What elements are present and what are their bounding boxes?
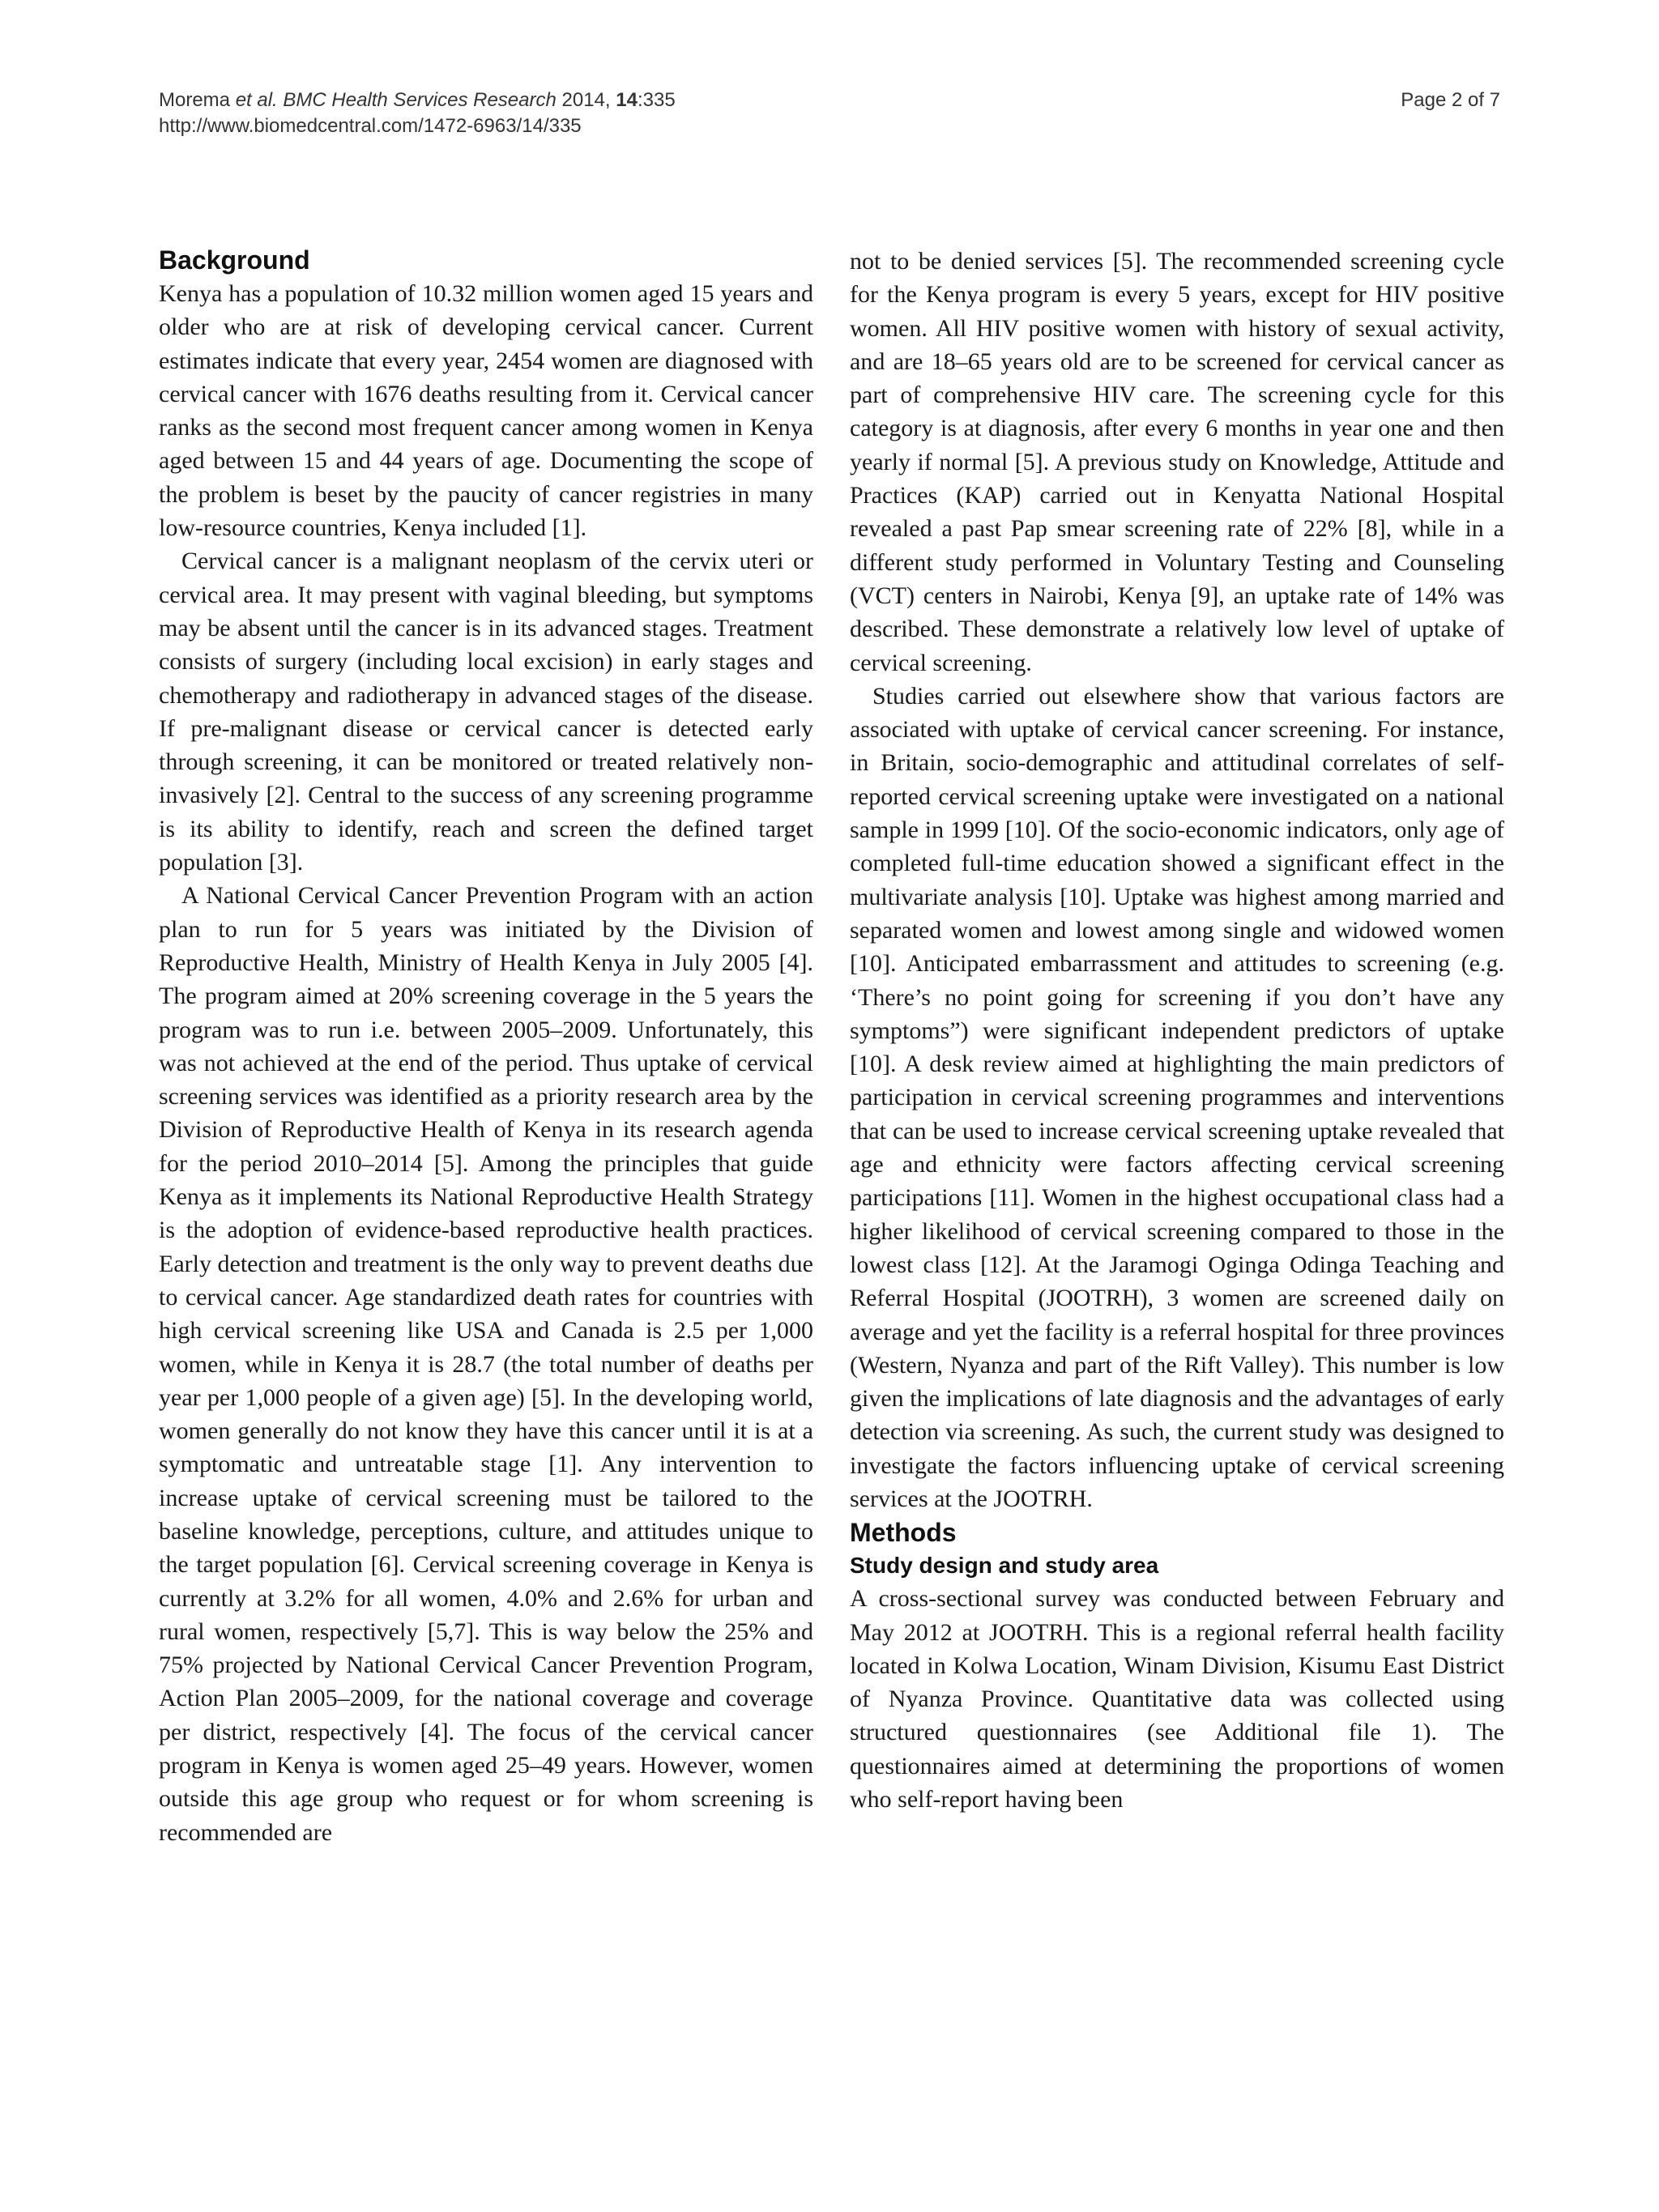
background-paragraph-4: Studies carried out elsewhere show that various factors are associated with uptake of cervical cancer screening. For instance, in Britain, socio-demographic and attitudinal correlates of self-reported cervical screening uptake were investigated on a national sample in 1999 [10]. Of the socio-economic indicators, only age of completed full-time education showed a significant effect in the multivariate analysis [10]. Uptake was highest among married and separated women and lowest among single and widowed women [10]. Anticipated embarrassment and attitudes to screening (e.g. ‘There’s no point going for screening if you don’t have any symptoms”) were significant independent predictors of uptake [10]. A desk review aimed at highlighting the main predictors of participation in cervical screening programmes and interventions that can be used to increase cervical screening uptake revealed that age and ethnicity were factors affecting cervical screening participations [11]. Women in the highest occupational class had a higher likelihood of cervical screening compared to those in the lowest class [12]. At the Jaramogi Oginga Odinga Teaching and Referral Hospital (JOOTRH), 3 women are screened daily on average and yet the facility is a referral hospital for three provinces (Western, Nyanza and part of the Rift Valley). This number is low given the implications of late diagnosis and the advantages of early detection via screening. As such, the current study was designed to investigate the factors influencing uptake of cervical screening services at the JOOTRH. <box>850 682 1504 1512</box>
running-head <box>159 87 1500 139</box>
background-paragraph-3-continued: not to be denied services [5]. The recommended screening cycle for the Kenya program is every 5 years, except for HIV positive women. All HIV positive women with history of sexual activity, and are 18–65 years old are to be screened for cervical cancer as part of comprehensive HIV care. The screening cycle for this category is at diagnosis, after every 6 months in year one and then yearly if normal [5]. A previous study on Knowledge, Attitude and Practices (KAP) carried out in Kenyatta National Hospital revealed a past Pap smear screening rate of 22% [8], while in a different study performed in Voluntary Testing and Counseling (VCT) centers in Nairobi, Kenya [9], an uptake rate of 14% was described. These demonstrate a relatively low level of uptake of cervical screening. <box>850 248 1504 676</box>
citation-authors: Morema <box>159 89 236 111</box>
study-design-subheading: Study design and study area <box>850 1553 1159 1579</box>
background-paragraph-2: Cervical cancer is a malignant neoplasm of the cervix uteri or cervical area. It may present with vaginal bleeding, but symptoms may be absent until the cancer is in its advanced stages. Treatment consists of surgery (including local excision) in early stages and chemotherapy and radiotherapy in advanced stages of the disease. If pre-malignant disease or cervical cancer is detected early through screening, it can be monitored or treated relatively non-invasively [2]. Central to the success of any screening programme is its ability to identify, reach and screen the defined target population [3]. <box>159 548 813 876</box>
right-column <box>850 245 1504 1816</box>
page-number: Page 2 of 7 <box>1401 89 1500 111</box>
citation-article: :335 <box>637 89 676 111</box>
left-column <box>159 243 813 1849</box>
background-paragraph-1: Kenya has a population of 10.32 million women aged 15 years and older who are at risk of developing cervical cancer. Current estimates indicate that every year, 2454 women are diagnosed with cervical cancer with 1676 deaths resulting from it. Cervical cancer ranks as the second most frequent cancer among women in Kenya aged between 15 and 44 years of age. Documenting the scope of the problem is beset by the paucity of cancer registries in many low-resource countries, Kenya included [1]. <box>159 280 813 542</box>
methods-paragraph-1: A cross-sectional survey was conducted between February and May 2012 at JOOTRH. This is a regional referral health facility located in Kolwa Location, Winam Division, Kisumu East District of Nyanza Province. Quantitative data was collected using structured questionnaires (see Additional file 1). The questionnaires aimed at determining the proportions of women who self-report having been <box>850 1585 1504 1813</box>
methods-heading: Methods <box>850 1518 957 1548</box>
citation-year: 2014, <box>556 89 616 111</box>
background-heading: Background <box>159 245 310 275</box>
citation-etal: et al. <box>235 89 278 111</box>
citation <box>159 87 676 139</box>
citation-journal: BMC Health Services Research <box>283 89 557 111</box>
background-paragraph-3: A National Cervical Cancer Prevention Program with an action plan to run for 5 years was initiated by the Division of Reproductive Health, Ministry of Health Kenya in July 2005 [4]. The program aimed at 20% screening coverage in the 5 years the program was to run i.e. between 2005–2009. Unfortunately, this was not achieved at the end of the period. Thus uptake of cervical screening services was identified as a priority research area by the Division of Reproductive Health of Kenya in its research agenda for the period 2010–2014 [5]. Among the principles that guide Kenya as it implements its National Reproductive Health Strategy is the adoption of evidence-based reproductive health practices. Early detection and treatment is the only way to prevent deaths due to cervical cancer. Age standardized death rates for countries with high cervical screening like USA and Canada is 2.5 per 1,000 women, while in Kenya it is 28.7 (the total number of deaths per year per 1,000 people of a given age) [5]. In the developing world, women generally do not know they have this cancer until it is at a symptomatic and untreatable stage [1]. Any intervention to increase uptake of cervical screening must be tailored to the baseline knowledge, perceptions, culture, and attitudes unique to the target population [6]. Cervical screening coverage in Kenya is currently at 3.2% for all women, 4.0% and 2.6% for urban and rural women, respectively [5,7]. This is way below the 25% and 75% projected by National Cervical Cancer Prevention Program, Action Plan 2005–2009, for the national coverage and coverage per district, respectively [4]. The focus of the cervical cancer program in Kenya is women aged 25–49 years. However, women outside this age group who request or for whom screening is recommended are <box>159 882 813 1846</box>
article-url-link[interactable]: http://www.biomedcentral.com/1472-6963/14/335 <box>159 115 582 137</box>
citation-volume: 14 <box>616 89 638 111</box>
